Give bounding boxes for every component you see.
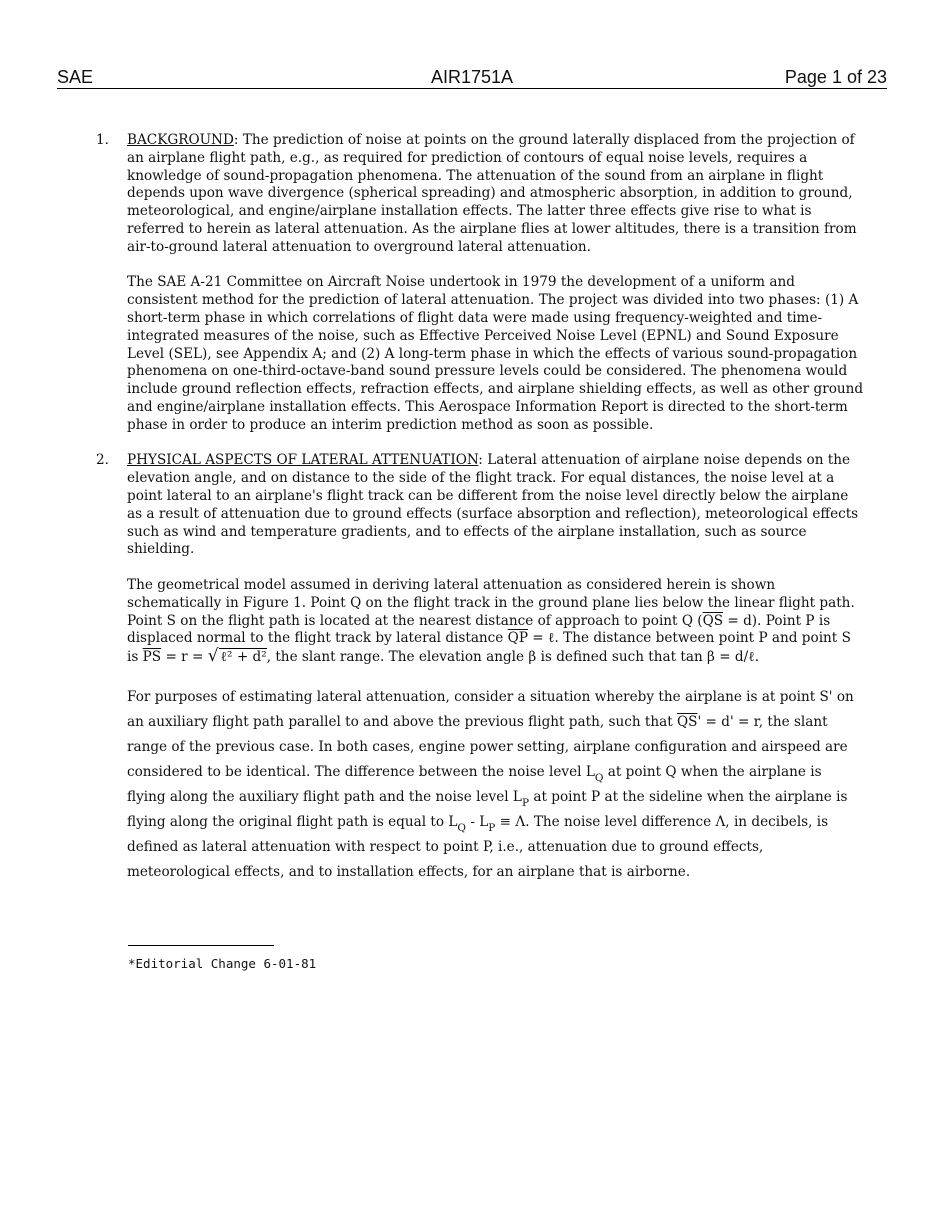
section-text: : Lateral attenuation of airplane noise depends on the elevation angle, and on distance to the side of the flight track. For equal distances, the noise level at a point lateral to an airplane's flight track can be different from the noise level directly below the airplane as a result of attenuation due to ground effects (surface absorption and reflection), meteorological effects such as wind and temperature gradients, and to effects of the airplane installation, such as source shielding. (127, 452, 859, 558)
radicand: ℓ² + d² (220, 649, 267, 666)
section-2-physical-aspects (96, 452, 864, 559)
footnote-editorial-change: *Editorial Change 6-01-81 (128, 956, 317, 971)
segment-qs-prime: $\overline{QS}$ (677, 713, 698, 730)
header-page-number: Page 1 of 23 (784, 67, 887, 87)
document-body (96, 132, 864, 903)
section-1-background (96, 132, 864, 257)
segment-qs: $\overline{QS}$ (702, 612, 724, 629)
header-doc-number: AIR1751A (430, 67, 514, 87)
section-heading: BACKGROUND (127, 132, 234, 148)
section-number: 2. (96, 452, 109, 469)
page-header (57, 66, 887, 89)
section-heading: PHYSICAL ASPECTS OF LATERAL ATTENUATION (127, 452, 479, 469)
segment-ps: $\overline{PS}$ (142, 649, 162, 666)
paragraph-lateral-attenuation-definition: For purposes of estimating lateral attenuation, consider a situation whereby the airplane is at point S' on an auxiliary flight path parallel to and above the previous flight path, such that $\overline{QS}' = d' = r$, the slant range of the previous case. In both cases, engine power setting, airplane configuration and airspeed are considered to be identical. The difference between the noise level $L_Q$ at point Q when the airplane is flying along the auxiliary flight path and the noise level $L_P$ at point P at the sideline when the airplane is flying along the original flight path is equal to $L_Q - L_P \equiv \Lambda$. The noise level difference Λ, in decibels, is defined as lateral attenuation with respect to point P, i.e., attenuation due to ground effects, meteorological effects, and to installation effects, for an airplane that is airborne. (127, 688, 854, 880)
radical-sign: √ (207, 646, 219, 667)
header-org: SAE (57, 67, 94, 87)
section-number: 1. (96, 132, 109, 148)
footnote-divider (128, 945, 274, 946)
segment-qp: $\overline{QP}$ (507, 630, 528, 647)
paragraph-phases: The SAE A-21 Committee on Aircraft Noise undertook in 1979 the development of a uniform and consistent method for the prediction of lateral attenuation. The project was divided into two phases: (1) A short-term phase in which correlations of flight data were made using frequency-weighted and time-integrated measures of the noise, such as Effective Perceived Noise Level (EPNL) and Sound Exposure Level (SEL), see Appendix A; and (2) A long-term phase in which the effects of various sound-propagation phenomena on one-third-octave-band sound pressure levels could be considered. The phenomena would include ground reflection effects, refraction effects, and airplane shielding effects, as well as other ground and engine/airplane installation effects. This Aerospace Information Report is directed to the short-term phase in order to produce an interim prediction method as soon as possible. (127, 274, 864, 433)
paragraph-geometric-model: The geometrical model assumed in deriving lateral attenuation as considered herein is shown schematically in Figure 1. Point Q on the flight track in the ground plane lies below the linear flight path. Point S on the flight path is located at the nearest distance of approach to point Q $(\overline{QS} = d)$. Point P is displaced normal to the flight track by lateral distance $\overline{QP}$ = ℓ. The distance between point P and point S is $\overline{PS} = r$ = √ ℓ² + d², the slant range. The elevation angle β is defined such that tan β = d/ℓ. (127, 576, 855, 667)
section-text: : The prediction of noise at points on the ground laterally displaced from the projection of an airplane flight path, e.g., as required for prediction of contours of equal noise levels, requires a knowledge of sound-propagation phenomena. The attenuation of the sound from an airplane in flight depends upon wave divergence (spherical spreading) and atmospheric absorption, in addition to ground, meteorological, and engine/airplane installation effects. The latter three effects give rise to what is referred to herein as lateral attenuation. As the airplane flies at lower altitudes, there is a transition from air-to-ground lateral attenuation to overground lateral attenuation. (127, 132, 857, 255)
